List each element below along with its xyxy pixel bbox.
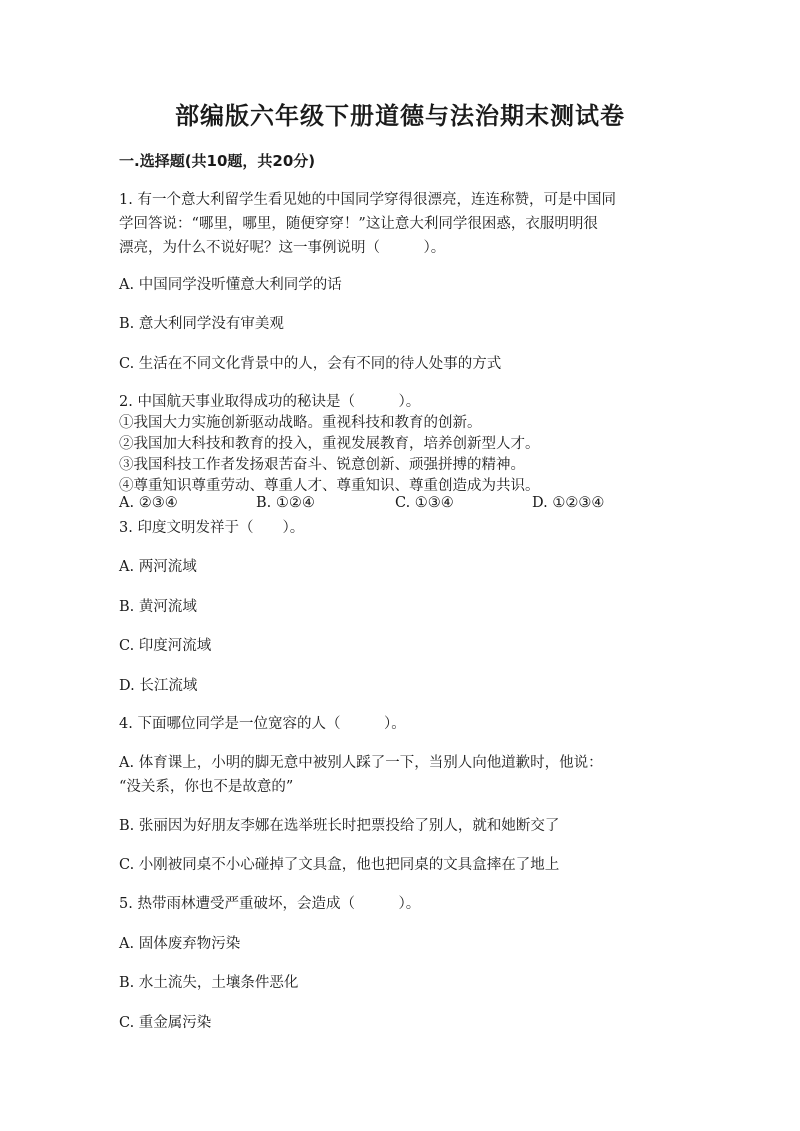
question-2-statement-1: ①我国大力实施创新驱动战略。重视科技和教育的创新。 (119, 415, 482, 431)
section-heading: 一.选择题(共10题，共20分) (119, 152, 316, 170)
question-3-option-d: D. 长江流域 (119, 678, 198, 694)
question-1-option-a: A. 中国同学没听懂意大利同学的话 (119, 277, 342, 293)
question-2-statement-4: ④尊重知识尊重劳动、尊重人才、尊重知识、尊重创造成为共识。 (119, 478, 540, 494)
question-5-option-b: B. 水土流失，土壤条件恶化 (119, 975, 299, 991)
question-1-line-1: 1. 有一个意大利留学生看见她的中国同学穿得很漂亮，连连称赞，可是中国同 (119, 192, 616, 208)
question-2-option-b: B. ①②④ (256, 495, 315, 511)
question-4-option-b: B. 张丽因为好朋友李娜在选举班长时把票投给了别人，就和她断交了 (119, 818, 560, 834)
question-4-option-a-line-1: A. 体育课上，小明的脚无意中被别人踩了一下，当别人向他道歉时，他说： (119, 755, 603, 771)
question-5-option-c: C. 重金属污染 (119, 1015, 212, 1031)
question-2-option-a: A. ②③④ (119, 495, 178, 511)
question-3-option-a: A. 两河流域 (119, 559, 197, 575)
question-2-statement-3: ③我国科技工作者发扬艰苦奋斗、锐意创新、顽强拼搏的精神。 (119, 457, 525, 473)
question-1-option-c: C. 生活在不同文化背景中的人，会有不同的待人处事的方式 (119, 356, 502, 372)
question-3-option-c: C. 印度河流域 (119, 638, 212, 654)
question-2-option-d: D. ①②③④ (532, 495, 605, 511)
question-2-statement-2: ②我国加大科技和教育的投入，重视发展教育，培养创新型人才。 (119, 436, 540, 452)
question-3-stem: 3. 印度文明发祥于（ ）。 (119, 520, 305, 536)
question-1-line-2: 学回答说：“哪里，哪里，随便穿穿！”这让意大利同学很困惑，衣服明明很 (119, 216, 598, 232)
question-2-stem: 2. 中国航天事业取得成功的秘诀是（ ）。 (119, 394, 421, 410)
question-4-stem: 4. 下面哪位同学是一位宽容的人（ ）。 (119, 716, 406, 732)
question-1-line-3: 漂亮，为什么不说好呢？这一事例说明（ ）。 (119, 240, 446, 256)
question-2-option-c: C. ①③④ (395, 495, 454, 511)
question-4-option-c: C. 小刚被同桌不小心碰掉了文具盒，他也把同桌的文具盒摔在了地上 (119, 857, 560, 873)
question-4-option-a-line-2: “没关系，你也不是故意的” (119, 779, 294, 795)
page-title: 部编版六年级下册道德与法治期末测试卷 (175, 102, 625, 130)
question-5-stem: 5. 热带雨林遭受严重破坏，会造成（ ）。 (119, 896, 421, 912)
question-3-option-b: B. 黄河流域 (119, 599, 197, 615)
question-1-option-b: B. 意大利同学没有审美观 (119, 316, 284, 332)
question-5-option-a: A. 固体废弃物污染 (119, 936, 241, 952)
